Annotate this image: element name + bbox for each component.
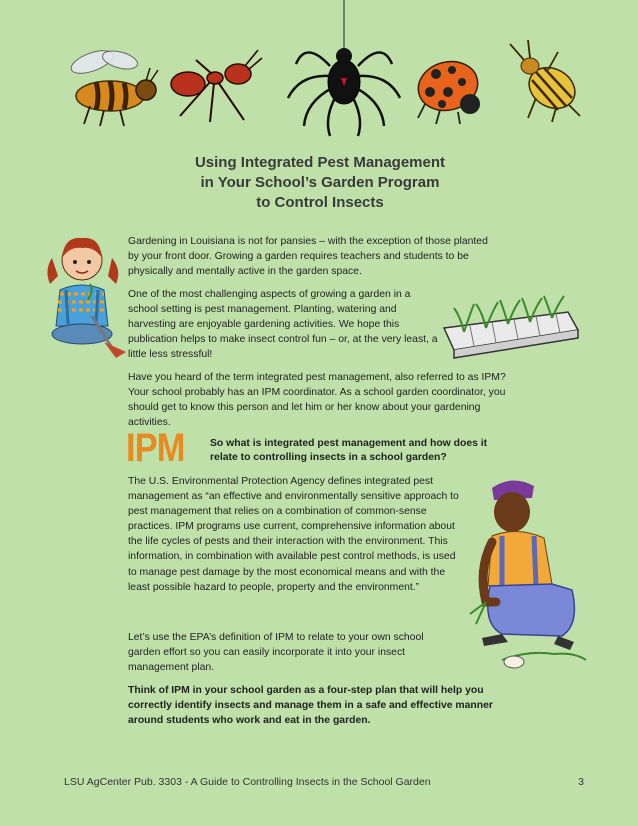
intro-paragraph-1: Gardening in Louisiana is not for pansies – with the exception of those planted by your front door. Growing a garden requires teachers and students to be physically and mentally active in the garden space. bbox=[128, 236, 488, 278]
beetle-icon bbox=[510, 40, 582, 122]
girl-gardener-icon bbox=[42, 230, 128, 360]
page-title bbox=[130, 153, 510, 213]
ipm-question: So what is integrated pest management and how does it relate to controlling insects in a school garden? bbox=[210, 438, 488, 463]
seedling-tray-icon bbox=[440, 288, 582, 360]
title-line-3: to Control Insects bbox=[256, 194, 384, 211]
title-line-2: in Your School’s Garden Program bbox=[200, 174, 440, 191]
spider-icon bbox=[288, 0, 400, 136]
insect-banner bbox=[0, 0, 638, 140]
page-number: 3 bbox=[578, 776, 584, 788]
page-footer bbox=[64, 776, 584, 788]
ipm-heading: IPM bbox=[126, 426, 185, 470]
ipm-paragraph-2: Let’s use the EPA’s definition of IPM to relate to your own school garden effort so you can easily incorporate it into your insect management plan. bbox=[128, 632, 424, 674]
intro-paragraph-3: Have you heard of the term integrated pest management, also referred to as IPM? Your school probably has an IPM coordinator. As a school garden coordinator, you should get to know this person and let him or her know about your gardening activities. bbox=[128, 372, 506, 429]
woman-gardener-icon bbox=[462, 474, 590, 672]
ant-icon bbox=[171, 50, 262, 122]
ipm-paragraph-1: The U.S. Environmental Protection Agency defines integrated pest management as “an effective and environmentally sensitive approach to pest management that relies on a combination of common-sense practices. IPM programs use current, comprehensive information about the life cycles of pests and their interaction with the environment. This information, in combination with available pest control methods, is used to manage pest damage by the most economical means and with the least possible hazard to people, property and the environment.” bbox=[128, 476, 459, 593]
ladybug-icon bbox=[413, 55, 483, 124]
bee-icon bbox=[68, 46, 158, 126]
intro-paragraph-2: One of the most challenging aspects of growing a garden in a school setting is pest management. Planting, watering and harvesting are enjoyable gardening activities. We hope this publication helps to make insect control fun – or, at the very least, a little less stressful! bbox=[128, 289, 438, 361]
footer-publication: LSU AgCenter Pub. 3303 - A Guide to Controlling Insects in the School Garden bbox=[64, 776, 431, 788]
title-line-1: Using Integrated Pest Management bbox=[194, 154, 446, 171]
ipm-paragraph-3: Think of IPM in your school garden as a four-step plan that will help you correctly identify insects and manage them in a safe and effective manner around students who work and eat in the garden. bbox=[128, 685, 493, 727]
